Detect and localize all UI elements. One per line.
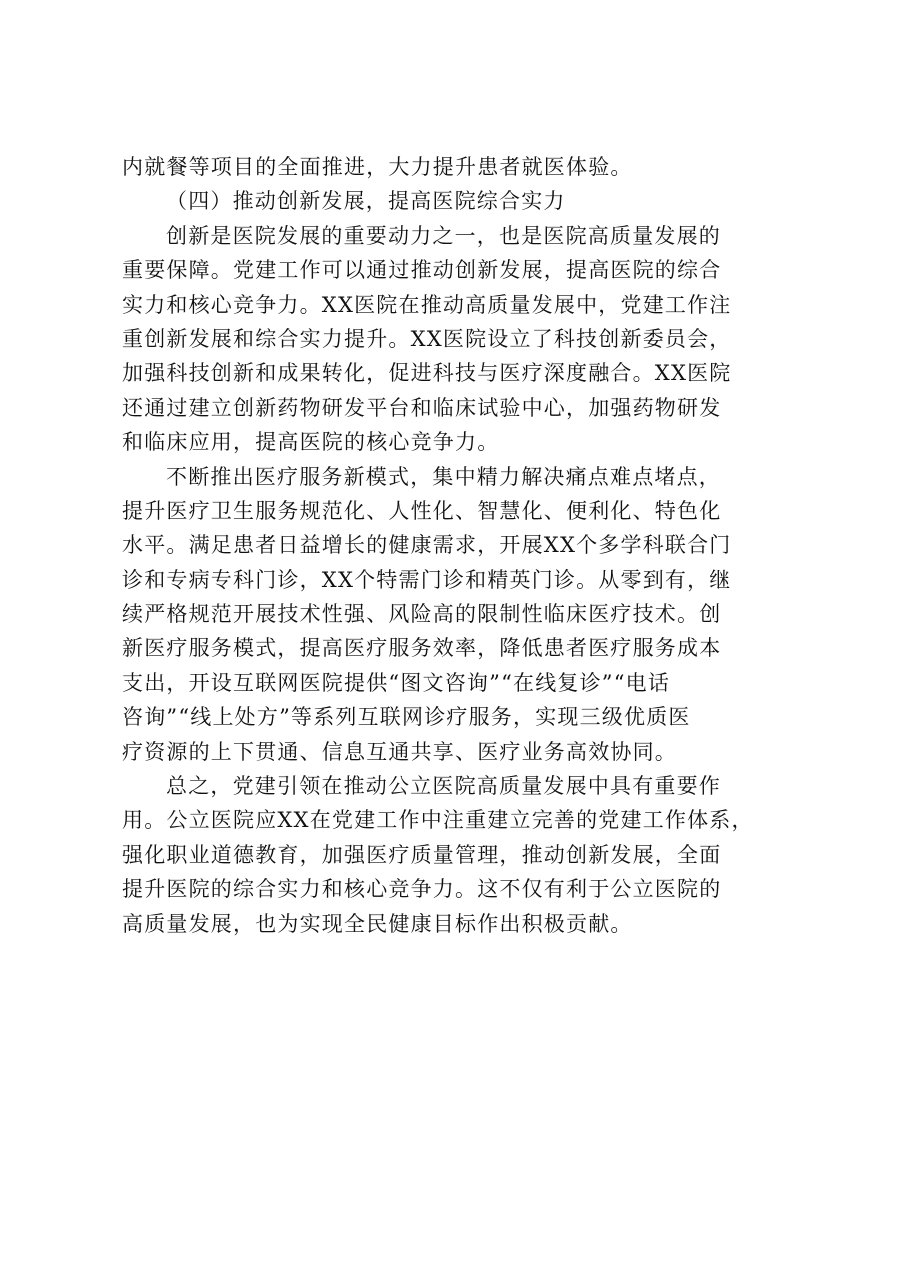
section-heading: （四）推动创新发展，提高医院综合实力 xyxy=(166,189,566,214)
text-line: 实力和核心竞争力。XX医院在推动高质量发展中，党建工作注 xyxy=(122,292,732,317)
text-line: 强化职业道德教育，加强医疗质量管理，推动创新发展，全面 xyxy=(122,842,722,867)
text-line: 总之，党建引领在推动公立医院高质量发展中具有重要作 xyxy=(166,774,721,799)
text-line: 内就餐等项目的全面推进，大力提升患者就医体验。 xyxy=(122,155,633,179)
text-line: 咨询”“线上处方”等系列互联网诊疗服务，实现三级优质医 xyxy=(122,705,691,730)
text-line: 重创新发展和综合实力提升。XX医院设立了科技创新委员会， xyxy=(122,326,732,351)
text-line: 加强科技创新和成果转化，促进科技与医疗深度融合。XX医院 xyxy=(122,361,732,386)
text-line: 提升医疗卫生服务规范化、人性化、智慧化、便利化、特色化 xyxy=(122,498,722,523)
text-line: 提升医院的综合实力和核心竞争力。这不仅有利于公立医院的 xyxy=(122,877,722,902)
text-line: 疗资源的上下贯通、信息互通共享、医疗业务高效协同。 xyxy=(122,739,677,764)
text-line: 用。公立医院应XX在党建工作中注重建立完善的党建工作体系， xyxy=(122,808,754,833)
text-line: 创新是医院发展的重要动力之一，也是医院高质量发展的 xyxy=(166,223,721,248)
text-line: 和临床应用，提高医院的核心竞争力。 xyxy=(122,430,500,455)
text-line: 重要保障。党建工作可以通过推动创新发展，提高医院的综合 xyxy=(122,258,722,283)
text-line: 不断推出医疗服务新模式，集中精力解决痛点难点堵点， xyxy=(166,464,721,489)
text-line: 支出，开设互联网医院提供“图文咨询”“在线复诊”“电话 xyxy=(122,670,671,695)
text-line: 水平。满足患者日益增长的健康需求，开展XX个多学科联合门 xyxy=(122,533,732,558)
text-line: 高质量发展，也为实现全民健康目标作出积极贡献。 xyxy=(122,911,633,936)
document-body xyxy=(122,150,802,941)
text-line: 续严格规范开展技术性强、风险高的限制性临床医疗技术。创 xyxy=(122,602,722,627)
text-line: 还通过建立创新药物研发平台和临床试验中心，加强药物研发 xyxy=(122,395,722,420)
text-line: 新医疗服务模式，提高医疗服务效率，降低患者医疗服务成本 xyxy=(122,636,722,661)
text-line: 诊和专病专科门诊，XX个特需门诊和精英门诊。从零到有，继 xyxy=(122,567,732,592)
